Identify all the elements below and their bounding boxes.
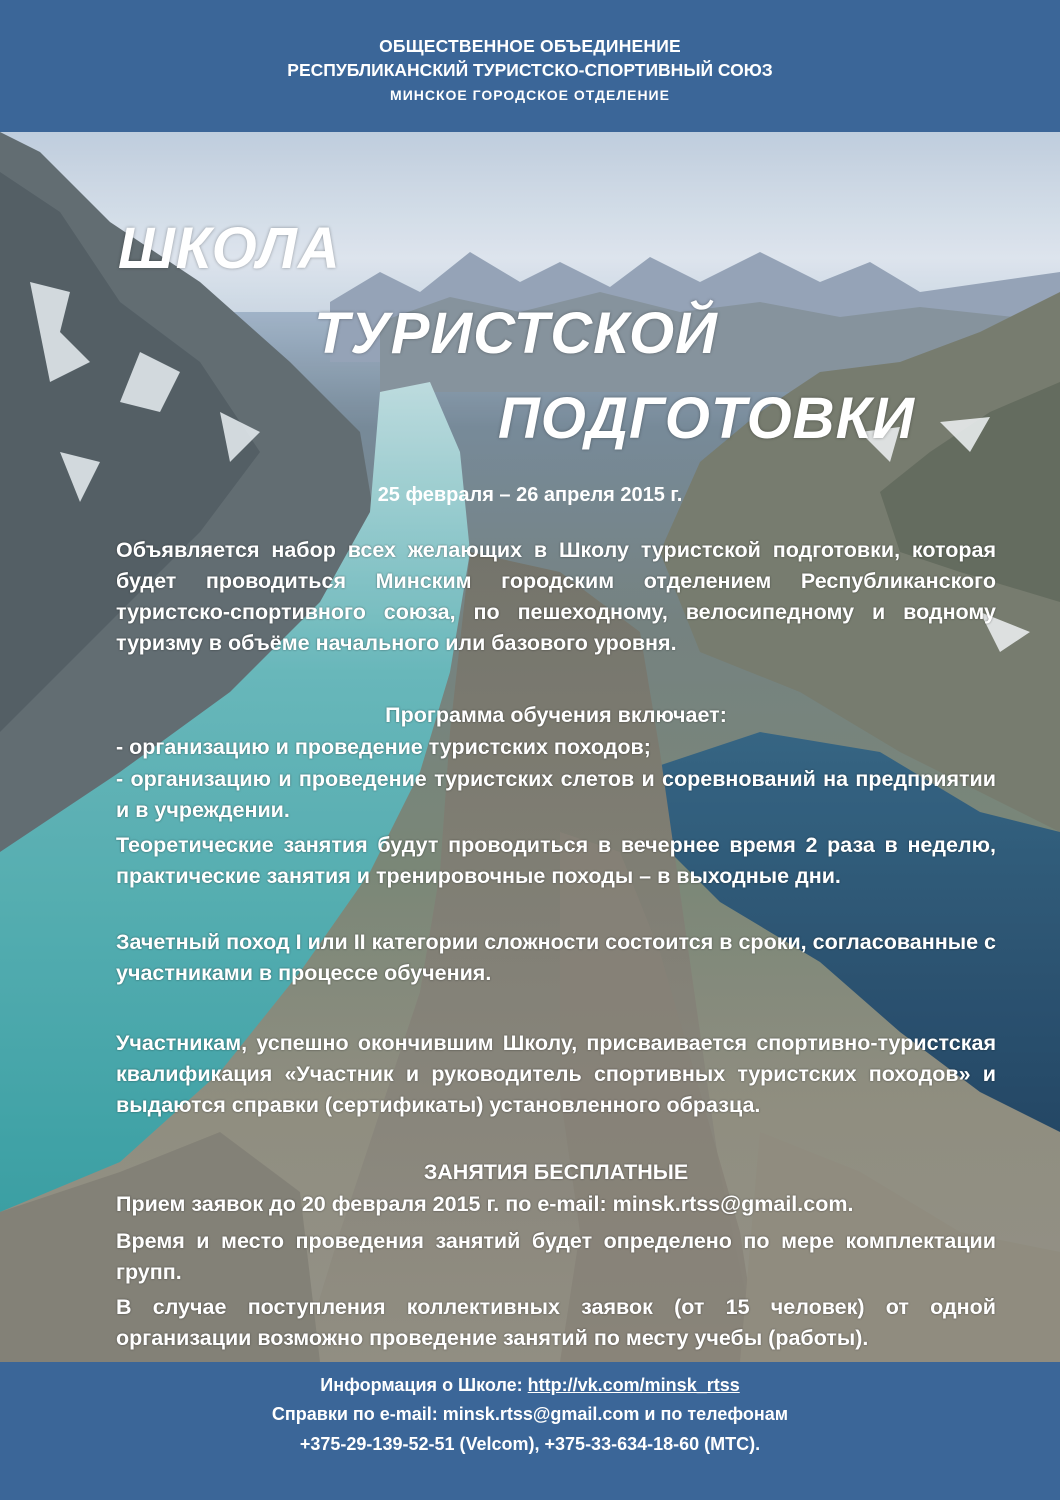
org-name: РЕСПУБЛИКАНСКИЙ ТУРИСТСКО-СПОРТИВНЫЙ СОЮЗ bbox=[287, 60, 773, 80]
program-heading: Программа обучения включает: bbox=[385, 703, 727, 727]
info-line bbox=[0, 1375, 1060, 1396]
free-classes-note: ЗАНЯТИЯ БЕСПЛАТНЫЕ bbox=[423, 1160, 689, 1184]
phones-line: +375-29-139-52-51 (Velcom), +375-33-634-18-60 (МТС). bbox=[299, 1434, 761, 1454]
org-branch: МИНСКОЕ ГОРОДСКОЕ ОТДЕЛЕНИЕ bbox=[390, 87, 670, 103]
title-line-2: ТУРИСТСКОЙ bbox=[314, 301, 718, 366]
exam-paragraph: Зачетный поход I или II категории сложности состоится в сроки, согласованные с участниками в процессе обучения. bbox=[116, 930, 996, 985]
program-item-1: - организацию и проведение туристских походов; bbox=[116, 735, 651, 759]
theory-paragraph: Теоретические занятия будут проводиться в вечернее время 2 раза в неделю, практические занятия и тренировочные походы – в выходные дни. bbox=[116, 833, 996, 888]
graduates-paragraph: Участникам, успешно окончившим Школу, присваивается спортивно-туристская квалификация «Участник и руководитель спортивных туристских походов» и выдаются справки (сертификаты) установленного образца. bbox=[116, 1031, 996, 1117]
collective-note: В случае поступления коллективных заявок (от 15 человек) от одной организации возможно проведение занятий по месту учебы (работы). bbox=[116, 1295, 996, 1350]
title-line-1: ШКОЛА bbox=[118, 216, 341, 281]
program-item-2: - организацию и проведение туристских слетов и соревнований на предприятии и в учреждении. bbox=[116, 767, 996, 822]
school-dates: 25 февраля – 26 апреля 2015 г. bbox=[377, 484, 683, 506]
contacts-line: Справки по e-mail: minsk.rtss@gmail.com и по телефонам bbox=[271, 1404, 789, 1424]
footer-banner bbox=[0, 1362, 1060, 1500]
schedule-note: Время и место проведения занятий будет определено по мере комплектации групп. bbox=[116, 1229, 996, 1284]
header-banner bbox=[0, 0, 1060, 132]
org-type: ОБЩЕСТВЕННОЕ ОБЪЕДИНЕНИЕ bbox=[379, 36, 681, 56]
application-note: Прием заявок до 20 февраля 2015 г. по e-mail: minsk.rtss@gmail.com. bbox=[116, 1192, 854, 1216]
title-line-3: ПОДГОТОВКИ bbox=[498, 386, 915, 451]
vk-link[interactable]: http://vk.com/minsk_rtss bbox=[527, 1375, 740, 1395]
intro-paragraph: Объявляется набор всех желающих в Школу туристской подготовки, которая будет проводиться Минским городским отделением Республиканского туристско-спортивного союза, по пешеходному, велосипедному и водному туризму в объёме начального или базового уровня. bbox=[116, 538, 996, 655]
info-label: Информация о Школе: bbox=[320, 1375, 528, 1395]
